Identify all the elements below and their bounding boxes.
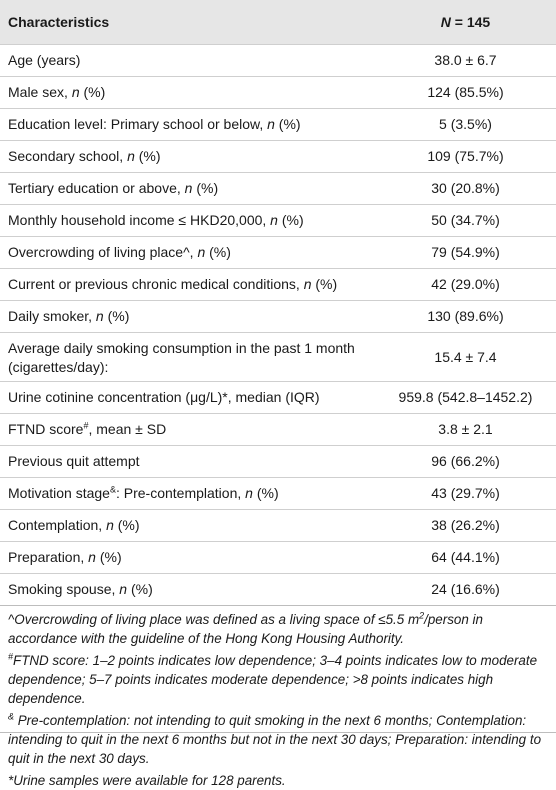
row-label — [0, 141, 375, 173]
footnote — [8, 651, 548, 708]
row-label-text: Average daily smoking consumption in the past 1 month (cigarettes/day): — [8, 340, 355, 375]
row-label — [0, 446, 375, 478]
row-label-text: Monthly household income ≤ HKD20,000, — [8, 212, 271, 228]
row-label — [0, 205, 375, 237]
row-label — [0, 77, 375, 109]
header-n-value: = 145 — [450, 14, 491, 30]
row-label-text: Preparation, — [8, 549, 89, 565]
row-label-suffix: (%) — [311, 276, 338, 292]
row-value: 124 (85.5%) — [427, 84, 504, 100]
header-n-total — [375, 0, 556, 45]
row-label-sup: # — [83, 420, 89, 431]
row-value: 50 (34.7%) — [431, 212, 500, 228]
row-label-text: Current or previous chronic medical conditions, — [8, 276, 304, 292]
row-label — [0, 237, 375, 269]
row-label-italic: n — [127, 148, 135, 164]
row-label-text: Male sex, — [8, 84, 72, 100]
row-label — [0, 109, 375, 141]
table-row — [0, 542, 556, 574]
row-label-text: Secondary school, — [8, 148, 128, 164]
table-row — [0, 237, 556, 269]
row-value: 96 (66.2%) — [431, 453, 500, 469]
table-header-row — [0, 0, 556, 45]
row-label-suffix: (%) — [277, 212, 304, 228]
row-label — [0, 510, 375, 542]
table-row — [0, 446, 556, 478]
row-label-suffix: (%) — [274, 116, 301, 132]
row-label-italic: n — [245, 485, 253, 501]
row-label — [0, 478, 375, 510]
row-label-italic: n — [88, 549, 96, 565]
header-characteristics: Characteristics — [8, 14, 110, 30]
row-label-text: Age (years) — [8, 52, 81, 68]
row-value: 64 (44.1%) — [431, 549, 500, 565]
table-row — [0, 510, 556, 542]
row-value: 15.4 ± 7.4 — [434, 348, 497, 365]
row-label-italic: n — [303, 276, 312, 292]
row-label-italic: n — [184, 180, 193, 196]
row-value: 959.8 (542.8–1452.2) — [398, 389, 533, 405]
footnote-superscript: 2 — [419, 610, 425, 621]
row-label — [0, 574, 375, 606]
footnote-marker: & — [8, 711, 15, 722]
row-value: 5 (3.5%) — [439, 116, 492, 132]
table-row — [0, 382, 556, 414]
table-row — [0, 269, 556, 301]
row-label-text: Urine cotinine concentration (μg/L)*, median (IQR) — [8, 389, 320, 405]
header-n-symbol: N — [440, 14, 451, 30]
row-label-italic: n — [197, 244, 206, 260]
row-label — [0, 173, 375, 205]
row-value: 109 (75.7%) — [427, 148, 504, 164]
row-value: 79 (54.9%) — [431, 244, 500, 260]
row-label-italic: n — [106, 517, 114, 533]
row-label-suffix: (%) — [127, 581, 153, 597]
row-label-suffix: (%) — [192, 180, 219, 196]
row-value: 3.8 ± 2.1 — [438, 421, 493, 437]
row-label-text: Daily smoker, — [8, 308, 96, 324]
row-label — [0, 414, 375, 446]
row-label — [0, 382, 375, 414]
row-label-italic: n — [270, 212, 278, 228]
row-label-suffix: (%) — [113, 517, 140, 533]
table-footnotes — [0, 605, 556, 790]
row-label-suffix: (%) — [103, 308, 130, 324]
table-body — [0, 45, 556, 606]
row-value: 43 (29.7%) — [431, 485, 500, 501]
row-label-italic: n — [267, 116, 275, 132]
row-value: 24 (16.6%) — [431, 581, 500, 597]
bottom-rule — [0, 732, 556, 733]
row-label-suffix: (%) — [79, 84, 106, 100]
table-row — [0, 173, 556, 205]
row-label-italic: n — [119, 581, 128, 597]
row-label-sup: & — [109, 484, 116, 495]
row-label-italic: n — [71, 84, 80, 100]
row-label-suffix: , mean ± SD — [88, 421, 167, 437]
row-label-text: Tertiary education or above, — [8, 180, 185, 196]
row-label-text: Education level: Primary school or below, — [8, 116, 268, 132]
table-row — [0, 109, 556, 141]
row-label-text: Contemplation, — [8, 517, 107, 533]
table-row — [0, 414, 556, 446]
row-label-suffix: (%) — [252, 485, 279, 501]
row-label-suffix: (%) — [134, 148, 161, 164]
table-row — [0, 141, 556, 173]
footnote-text: *Urine samples were available for 128 parents. — [8, 773, 286, 788]
table-row — [0, 205, 556, 237]
footnote-text: Pre-contemplation: not intending to quit smoking in the next 6 months; Contemplation: intending to quit in the next 6 months but not in the next 30 days; Preparation: intending to quit in the next 30 days. — [8, 713, 542, 766]
row-label-suffix: (%) — [95, 549, 122, 565]
row-label — [0, 333, 375, 382]
row-label-text: Smoking spouse, — [8, 581, 120, 597]
row-value: 130 (89.6%) — [427, 308, 504, 324]
footnote — [8, 610, 548, 648]
table-row — [0, 45, 556, 77]
table-row — [0, 333, 556, 382]
table-row — [0, 301, 556, 333]
row-label-text: Motivation stage — [8, 485, 110, 501]
row-label — [0, 542, 375, 574]
row-label-italic: n — [95, 308, 104, 324]
row-label — [0, 269, 375, 301]
row-label — [0, 301, 375, 333]
row-label-text: Previous quit attempt — [8, 453, 140, 469]
table-row — [0, 77, 556, 109]
row-value: 30 (20.8%) — [431, 180, 500, 196]
footnote-marker: # — [8, 651, 14, 662]
row-value: 38 (26.2%) — [431, 517, 500, 533]
row-label-suffix: : Pre-contemplation, — [115, 485, 246, 501]
footnote — [8, 771, 548, 790]
row-label-text: Overcrowding of living place^, — [8, 244, 198, 260]
table-row — [0, 574, 556, 606]
row-label-text: FTND score — [8, 421, 84, 437]
footnote-text: /person in accordance with the guideline of the Hong Kong Housing Authority. — [8, 612, 483, 646]
footnote-text: ^Overcrowding of living place was defined as a living space of ≤5.5 m — [8, 612, 420, 627]
row-value: 42 (29.0%) — [431, 276, 500, 292]
row-label — [0, 45, 375, 77]
footnote-text: FTND score: 1–2 points indicates low dependence; 3–4 points indicates low to moderate dependence; 5–7 points indicates moderate dependence; >8 points indicates high dependence. — [8, 653, 538, 706]
row-value: 38.0 ± 6.7 — [434, 52, 497, 68]
table-row — [0, 478, 556, 510]
row-label-suffix: (%) — [205, 244, 231, 260]
